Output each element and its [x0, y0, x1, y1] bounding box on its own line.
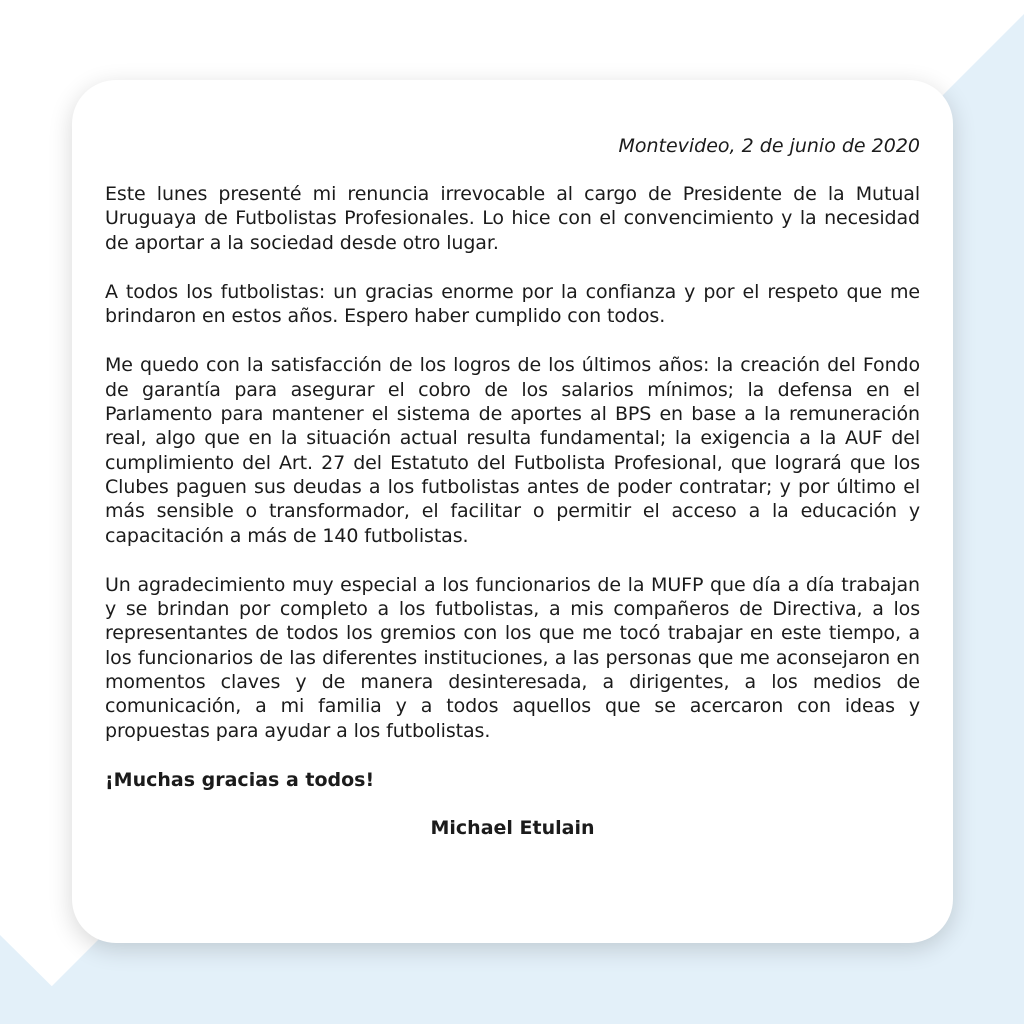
paragraph-resignation: Este lunes presenté mi renuncia irrevocable al cargo de Presidente de la Mutual Uruguaya de Futbolistas Profesionales. Lo hice con el convencimiento y la necesidad de aportar a la sociedad desde otro lugar.: [105, 183, 920, 254]
closing-line: ¡Muchas gracias a todos!: [105, 768, 375, 791]
letter-card: [72, 80, 953, 943]
letter-date: Montevideo, 2 de junio de 2020: [618, 135, 920, 157]
paragraph-achievements: Me quedo con la satisfacción de los logros de los últimos años: la creación del Fondo de garantía para asegurar el cobro de los salarios mínimos; la defensa en el Parlamento para mantener el sistema de aportes al BPS en base a la remuneración real, algo que en la situación actual resulta fundamental; la exigencia a la AUF del cumplimiento del Art. 27 del Estatuto del Futbolista Profesional, que logrará que los Clubes paguen sus deudas a los futbolistas antes de poder contratar; y por último el más sensible o transformador, el facilitar o permitir el acceso a la educación y capacitación a más de 140 futbolistas.: [105, 354, 920, 547]
paragraph-footballers: A todos los futbolistas: un gracias enorme por la confianza y por el respeto que me brindaron en estos años. Espero haber cumplido con todos.: [105, 280, 920, 328]
signature: Michael Etulain: [430, 816, 595, 839]
paragraph-acknowledgements: Un agradecimiento muy especial a los funcionarios de la MUFP que día a día trabajan y se brindan por completo a los futbolistas, a mis compañeros de Directiva, a los representantes de todos los gremios con los que me tocó trabajar en este tiempo, a los funcionarios de las diferentes instituciones, a las personas que me aconsejaron en momentos claves y de manera desinteresada, a dirigentes, a los medios de comunicación, a mi familia y a todos aquellos que se acercaron con ideas y propuestas para ayudar a los futbolistas.: [105, 573, 920, 742]
